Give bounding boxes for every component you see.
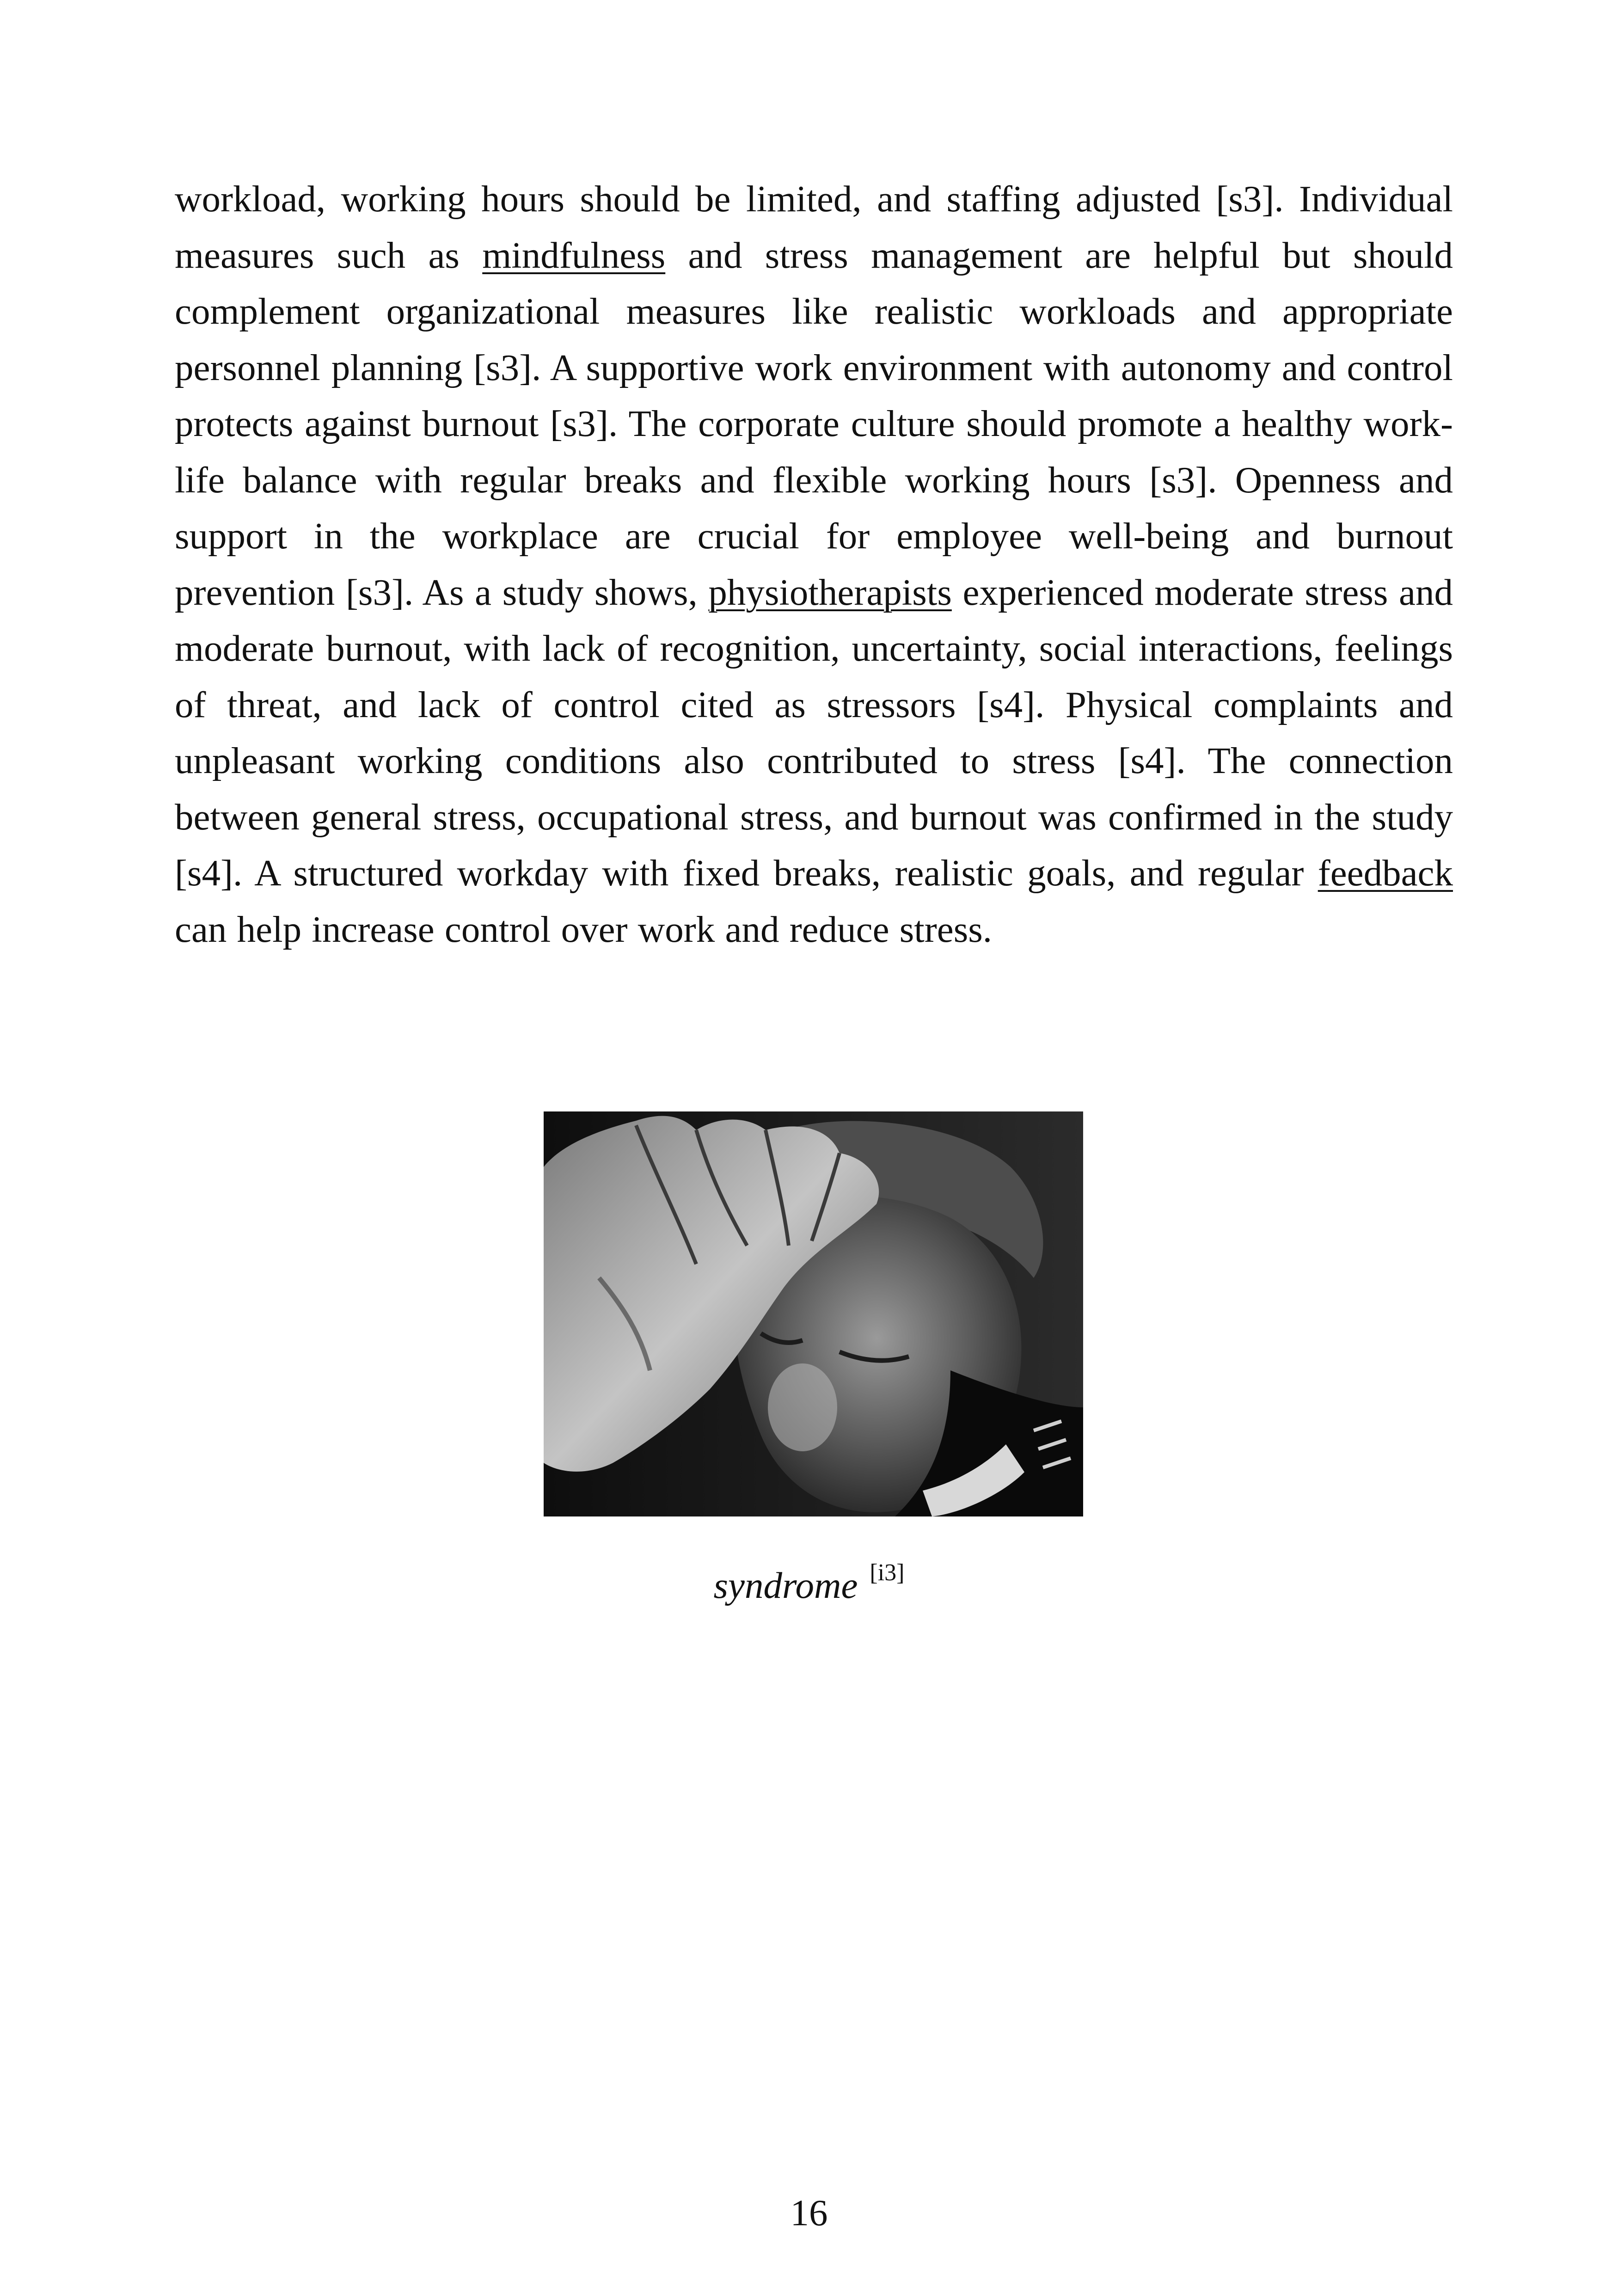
page-number: 16 (790, 2192, 828, 2234)
link-physiotherapists[interactable]: physiotherapists (708, 571, 952, 613)
text-segment-1: workload, working hours should be limited, and staffing adjusted [s3]. Individual measures such as (175, 178, 1453, 276)
text-segment-4: can help increase control over work and reduce stress. (175, 908, 993, 950)
photo-stressed-man-icon (544, 1111, 1083, 1516)
figure-photo (544, 1111, 1083, 1516)
link-feedback[interactable]: feedback (1318, 852, 1453, 894)
text-segment-2: and stress management are helpful but should complement organizational measures like realistic workloads and appropriate personnel planning [s3]. A supportive work environment with autonomy and control protects against burnout [s3]. The corporate culture should promote a healthy work-life balance with regular breaks and flexible working hours [s3]. Openness and support in the workplace are crucial for employee well-being and burnout prevention [s3]. As a study shows, (175, 234, 1453, 613)
caption-text: syndrome (713, 1565, 858, 1606)
figure-caption (0, 1559, 1618, 1607)
link-mindfulness[interactable]: mindfulness (482, 234, 666, 276)
text-segment-3: experienced moderate stress and moderate burnout, with lack of recognition, uncertainty, social interactions, feelings of threat, and lack of control cited as stressors [s4]. Physical complaints and unpleasant working conditions also contributed to stress [s4]. The connection between general stress, occupational stress, and burnout was confirmed in the study [s4]. A structured workday with fixed breaks, realistic goals, and regular (175, 571, 1453, 894)
body-paragraph (175, 171, 1453, 958)
caption-reference: [i3] (870, 1559, 905, 1586)
